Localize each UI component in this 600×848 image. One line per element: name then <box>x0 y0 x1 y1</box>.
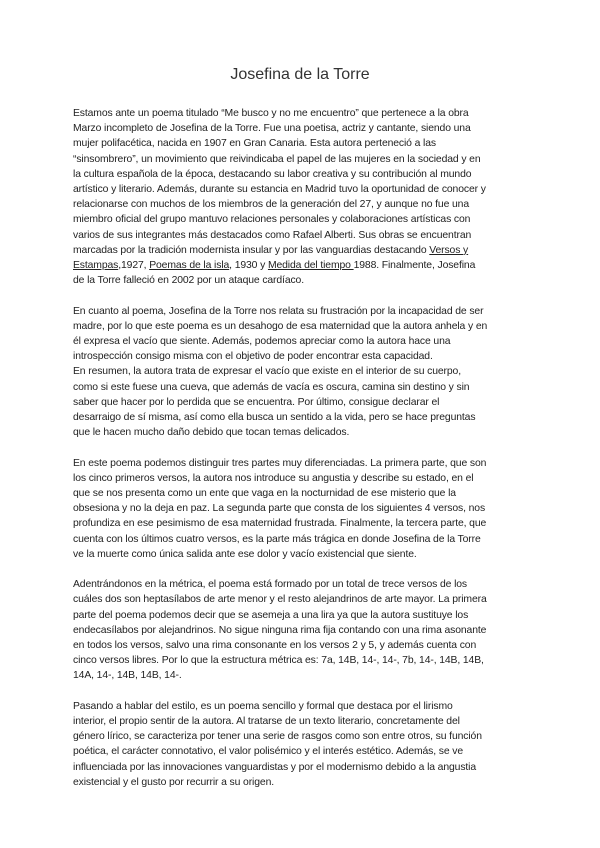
text-segment: en todos los versos, salvo una rima consonante en los versos 2 y 5, y además cuenta con <box>73 640 477 652</box>
text-line <box>73 167 530 182</box>
text-line <box>73 364 530 379</box>
text-segment: , 1930 y <box>229 260 268 272</box>
text-segment: marcadas por la tradición modernista insular y por las vanguardias destacando <box>73 244 430 256</box>
work-title: Medida del tiempo <box>267 260 354 272</box>
text-segment: cuáles dos son heptasílabos de arte menor y el resto alejandrinos de arte mayor. La primera <box>73 594 487 606</box>
text-segment: varios de sus integrantes más destacados como Rafael Alberti. Sus obras se encuentran <box>73 229 472 241</box>
text-segment: ve la muerte como única salida ante ese dolor y vacío existencial que siente. <box>73 548 417 560</box>
text-line <box>73 760 530 775</box>
text-line <box>73 775 530 790</box>
text-segment: En este poema podemos distinguir tres partes muy diferenciadas. La primera parte, que son <box>73 457 487 469</box>
text-line <box>73 106 530 121</box>
text-segment: interior, el propio sentir de la autora. Al tratarse de un texto literario, concretamente del <box>73 716 460 728</box>
text-line <box>73 258 530 273</box>
work-title: Poemas de la isla <box>149 260 230 272</box>
text-segment: Marzo incompleto de Josefina de la Torre. Fue una poetisa, actriz y cantante, siendo una <box>73 123 471 135</box>
paragraph <box>73 699 530 790</box>
document-body <box>73 106 530 805</box>
text-segment: de la Torre falleció en 2002 por un ataque cardíaco. <box>73 275 304 287</box>
work-title: Versos y <box>429 244 469 256</box>
text-line <box>73 228 530 243</box>
text-line <box>73 182 530 197</box>
text-segment: desarraigo de sí misma, así como ella busca un sentido a la vida, pero se hace preguntas <box>73 412 476 424</box>
text-segment: género lírico, se caracteriza por tener una serie de rasgos como son entre otros, su función <box>73 731 482 743</box>
paragraph <box>73 456 530 562</box>
text-line <box>73 319 530 334</box>
text-line <box>73 136 530 151</box>
text-segment: que se nos presenta como un ente que vaga en la nocturnidad de ese misterio que la <box>73 488 456 500</box>
text-line <box>73 456 530 471</box>
text-line <box>73 547 530 562</box>
text-line <box>73 212 530 227</box>
text-segment: obsesiona y no la deja en paz. La segunda parte que consta de los siguientes 4 versos, nos <box>73 503 486 515</box>
text-segment: existencial y el gusto por recurrir a su origen. <box>73 776 274 788</box>
text-segment: artístico y literario. Además, durante su estancia en Madrid tuvo la oportunidad de conocer y <box>73 184 486 196</box>
text-segment: mujer polifacética, nacida en 1907 en Gran Canaria. Esta autora perteneció a las <box>73 138 436 150</box>
text-line <box>73 380 530 395</box>
text-segment: endecasílabos por alejandrinos. No sigue ninguna rima fija contando con una rima asonante <box>73 624 487 636</box>
text-line <box>73 668 530 683</box>
text-segment: Pasando a hablar del estilo, es un poema sencillo y formal que destaca por el lirismo <box>73 700 453 712</box>
text-segment: En cuanto al poema, Josefina de la Torre nos relata su frustración por la incapacidad de ser <box>73 305 484 317</box>
text-line <box>73 486 530 501</box>
paragraph <box>73 106 530 288</box>
text-line <box>73 501 530 516</box>
text-segment: ,1927, <box>118 260 150 272</box>
text-line <box>73 744 530 759</box>
text-line <box>73 471 530 486</box>
text-line <box>73 152 530 167</box>
text-segment: profundiza en ese pesimismo de esa maternidad frustrada. Finalmente, la tercera parte, que <box>73 518 487 530</box>
paragraph <box>73 577 530 683</box>
text-segment: parte del poema podemos decir que se asemeja a una lira ya que la autora sustituye los <box>73 609 469 621</box>
text-segment: miembro oficial del grupo mantuvo relaciones personales y colaboraciones artísticas con <box>73 214 471 226</box>
text-line <box>73 577 530 592</box>
text-line <box>73 608 530 623</box>
text-segment: que le hacen mucho daño debido que tocan temas delicados. <box>73 427 350 439</box>
text-line <box>73 395 530 410</box>
document-title: Josefina de la Torre <box>230 66 370 83</box>
text-line <box>73 410 530 425</box>
text-segment: 14A, 14-, 14B, 14B, 14-. <box>73 670 182 682</box>
text-line <box>73 729 530 744</box>
text-line <box>73 714 530 729</box>
text-segment: él expresa el vacío que siente. Además, podemos apreciar como la autora hace una <box>73 336 451 348</box>
text-segment: la cultura española de la época, destacando su labor creativa y su contribución al mundo <box>73 168 472 180</box>
text-segment: relacionarse con muchos de los miembros de la generación del 27, y aunque no fue una <box>73 199 469 211</box>
text-line <box>73 516 530 531</box>
paragraph <box>73 304 530 441</box>
text-segment: “sinsombrero”, un movimiento que reivindicaba el papel de las mujeres en la sociedad y en <box>73 153 481 165</box>
text-segment: 1988. Finalmente, Josefina <box>353 260 476 272</box>
text-segment: poética, el carácter connotativo, el valor polisémico y el interés estético. Además, se ve <box>73 746 464 758</box>
text-segment: saber que hacer por lo perdida que se encuentra. Por último, consigue declarar el <box>73 396 440 408</box>
text-segment: como si este fuese una cueva, que además de vacía es oscura, camina sin destino y sin <box>73 381 470 393</box>
text-line <box>73 592 530 607</box>
text-segment: los cinco primeros versos, la autora nos introduce su angustia y describe su estado, en el <box>73 472 474 484</box>
text-line <box>73 425 530 440</box>
text-segment: introspección consigo misma con el objetivo de poder encontrar esta capacidad. <box>73 351 433 363</box>
text-line <box>73 623 530 638</box>
text-segment: cinco versos libres. Por lo que la estructura métrica es: 7a, 14B, 14-, 14-, 7b, 14-, 14B, 14B, <box>73 655 484 667</box>
text-line <box>73 197 530 212</box>
text-line <box>73 532 530 547</box>
text-segment: madre, por lo que este poema es un desahogo de esa maternidad que la autora anhela y en <box>73 320 488 332</box>
text-line <box>73 273 530 288</box>
text-line <box>73 243 530 258</box>
text-segment: Estamos ante un poema titulado “Me busco y no me encuentro” que pertenece a la obra <box>73 108 469 119</box>
text-line <box>73 334 530 349</box>
text-line <box>73 304 530 319</box>
text-segment: En resumen, la autora trata de expresar el vacío que existe en el interior de su cuerpo, <box>73 366 461 378</box>
text-segment: influenciada por las innovaciones vanguardistas y por el modernismo debido a la angustia <box>73 761 477 773</box>
text-segment: Adentrándonos en la métrica, el poema está formado por un total de trece versos de los <box>73 579 467 591</box>
text-line <box>73 121 530 136</box>
text-line <box>73 349 530 364</box>
text-line <box>73 653 530 668</box>
text-segment: cuenta con los últimos cuatro versos, es la parte más trágica en donde Josefina de la Torre <box>73 533 481 545</box>
text-line <box>73 699 530 714</box>
text-line <box>73 638 530 653</box>
work-title: Estampas <box>73 260 119 272</box>
